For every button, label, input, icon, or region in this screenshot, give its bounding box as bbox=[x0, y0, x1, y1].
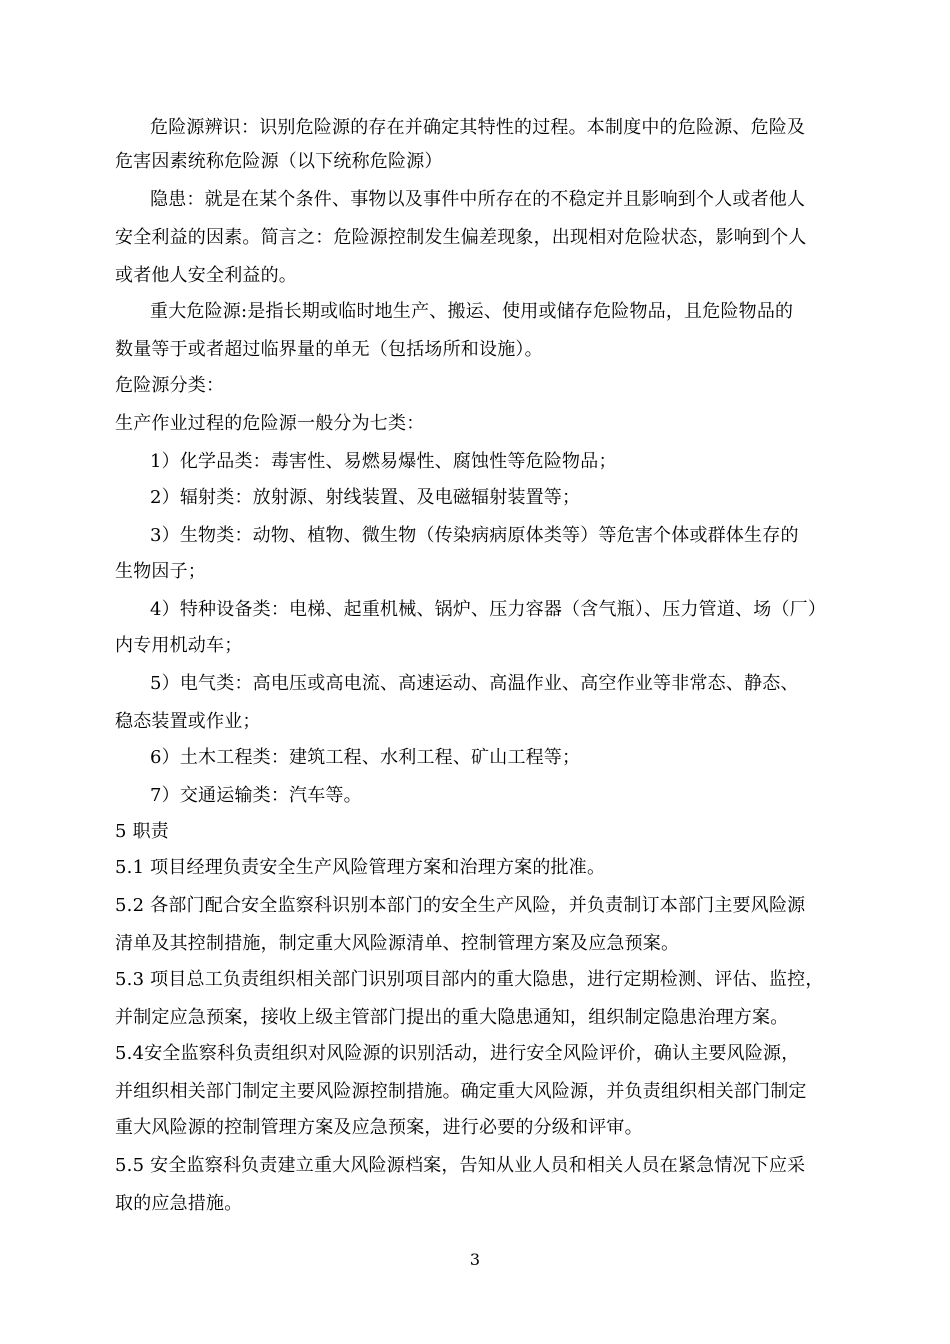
list-item-5: 5）电气类：高电压或高电流、高速运动、高温作业、高空作业等非常态、静态、 bbox=[150, 673, 799, 694]
list-item-5-continued: 稳态装置或作业； bbox=[115, 711, 261, 732]
section-heading-responsibilities: 5 职责 bbox=[115, 821, 169, 842]
clause-5-1: 5.1 项目经理负责安全生产风险管理方案和治理方案的批准。 bbox=[115, 857, 606, 878]
list-item-2: 2）辐射类：放射源、射线装置、及电磁辐射装置等； bbox=[150, 487, 581, 508]
list-item-1: 1）化学品类：毒害性、易燃易爆性、腐蚀性等危险物品； bbox=[150, 451, 617, 472]
list-item-3-continued: 生物因子； bbox=[115, 561, 206, 582]
clause-5-4: 5.4安全监察科负责组织对风险源的识别活动，进行安全风险评价，确认主要风险源， bbox=[115, 1043, 800, 1064]
clause-5-4-continued-2: 重大风险源的控制管理方案及应急预案，进行必要的分级和评审。 bbox=[115, 1117, 643, 1138]
clause-5-3: 5.3 项目总工负责组织相关部门识别项目部内的重大隐患，进行定期检测、评估、监控， bbox=[115, 969, 824, 990]
clause-5-3-continued: 并制定应急预案，接收上级主管部门提出的重大隐患通知，组织制定隐患治理方案。 bbox=[115, 1007, 789, 1028]
paragraph-line-9: 生产作业过程的危险源一般分为七类： bbox=[115, 413, 425, 434]
clause-5-5-continued: 取的应急措施。 bbox=[115, 1193, 243, 1214]
paragraph-line-1: 危险源辨识：识别危险源的存在并确定其特性的过程。本制度中的危险源、危险及 bbox=[150, 117, 806, 138]
list-item-7: 7）交通运输类：汽车等。 bbox=[150, 785, 362, 806]
clause-5-4-continued-1: 并组织相关部门制定主要风险源控制措施。确定重大风险源，并负责组织相关部门制定 bbox=[115, 1081, 807, 1102]
list-item-6: 6）土木工程类：建筑工程、水利工程、矿山工程等； bbox=[150, 747, 581, 768]
clause-5-5: 5.5 安全监察科负责建立重大风险源档案，告知从业人员和相关人员在紧急情况下应采 bbox=[115, 1155, 806, 1176]
clause-5-2-continued: 清单及其控制措施，制定重大风险源清单、控制管理方案及应急预案。 bbox=[115, 933, 680, 954]
paragraph-line-2: 危害因素统称危险源（以下统称危险源） bbox=[115, 151, 443, 172]
page-number: 3 bbox=[469, 1250, 481, 1269]
list-item-4-continued: 内专用机动车； bbox=[115, 635, 243, 656]
paragraph-line-7: 数量等于或者超过临界量的单无（包括场所和设施）。 bbox=[115, 339, 543, 360]
list-item-4: 4）特种设备类：电梯、起重机械、锅炉、压力容器（含气瓶）、压力管道、场（厂） bbox=[150, 599, 827, 620]
paragraph-line-5: 或者他人安全利益的。 bbox=[115, 265, 297, 286]
list-item-3: 3）生物类：动物、植物、微生物（传染病病原体类等）等危害个体或群体生存的 bbox=[150, 525, 799, 546]
paragraph-line-3: 隐患：就是在某个条件、事物以及事件中所存在的不稳定并且影响到个人或者他人 bbox=[150, 189, 806, 210]
paragraph-line-6: 重大危险源:是指长期或临时地生产、搬运、使用或储存危险物品，且危险物品的 bbox=[150, 301, 794, 322]
clause-5-2: 5.2 各部门配合安全监察科识别本部门的安全生产风险，并负责制订本部门主要风险源 bbox=[115, 895, 806, 916]
paragraph-line-4: 安全利益的因素。简言之：危险源控制发生偏差现象，出现相对危险状态，影响到个人 bbox=[115, 227, 807, 248]
section-heading-hazard-classification: 危险源分类： bbox=[115, 375, 225, 396]
